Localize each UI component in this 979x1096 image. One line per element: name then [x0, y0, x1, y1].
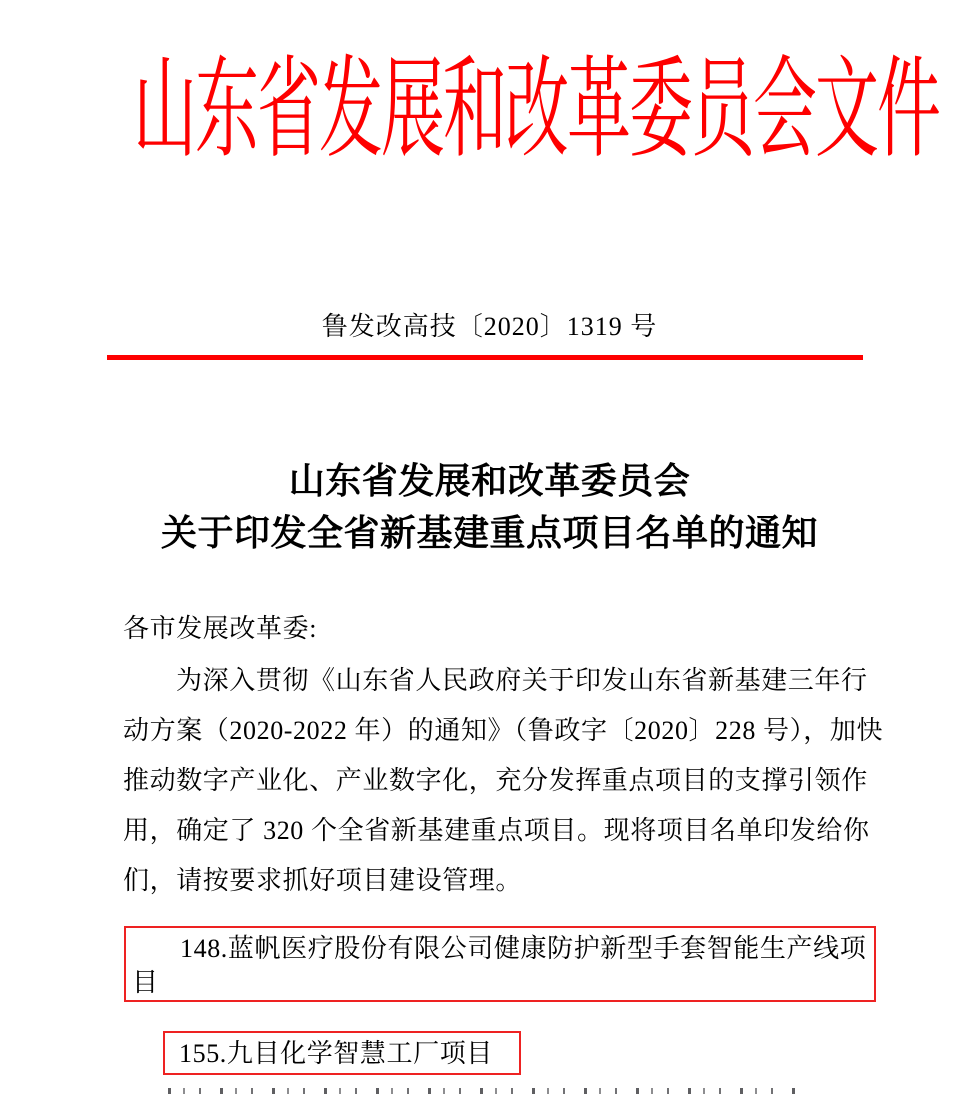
body-line: 推动数字产业化、产业数字化，充分发挥重点项目的支撑引领作 — [123, 766, 868, 795]
document-title-line2: 关于印发全省新基建重点项目名单的通知 — [160, 513, 818, 553]
body-line: 动方案（2020-2022 年）的通知》（鲁政字〔2020〕228 号），加快 — [123, 716, 884, 745]
clipped-text-line — [168, 1088, 800, 1094]
document-title-line1: 山东省发展和改革委员会 — [288, 461, 691, 501]
document-number: 鲁发改高技〔2020〕1319 号 — [321, 312, 658, 341]
salutation: 各市发展改革委: — [123, 614, 318, 643]
highlight-box-item-155 — [163, 1031, 521, 1075]
highlight-item-148-line1: 148.蓝帆医疗股份有限公司健康防护新型手套智能生产线项 — [180, 934, 867, 963]
document-title — [0, 455, 979, 559]
body-line: 为深入贯彻《山东省人民政府关于印发山东省新基建三年行 — [176, 666, 868, 695]
red-divider-rule — [107, 355, 863, 360]
body-line: 们，请按要求抓好项目建设管理。 — [123, 866, 523, 895]
highlight-item-155-text: 155.九目化学智慧工厂项目 — [179, 1039, 493, 1068]
letterhead-banner: 山东省发展和改革委员会文件 — [133, 49, 939, 172]
highlight-item-148-line2: 目 — [132, 968, 159, 997]
highlight-box-item-148 — [124, 926, 876, 1002]
body-line: 用，确定了 320 个全省新基建重点项目。现将项目名单印发给你 — [123, 816, 870, 845]
